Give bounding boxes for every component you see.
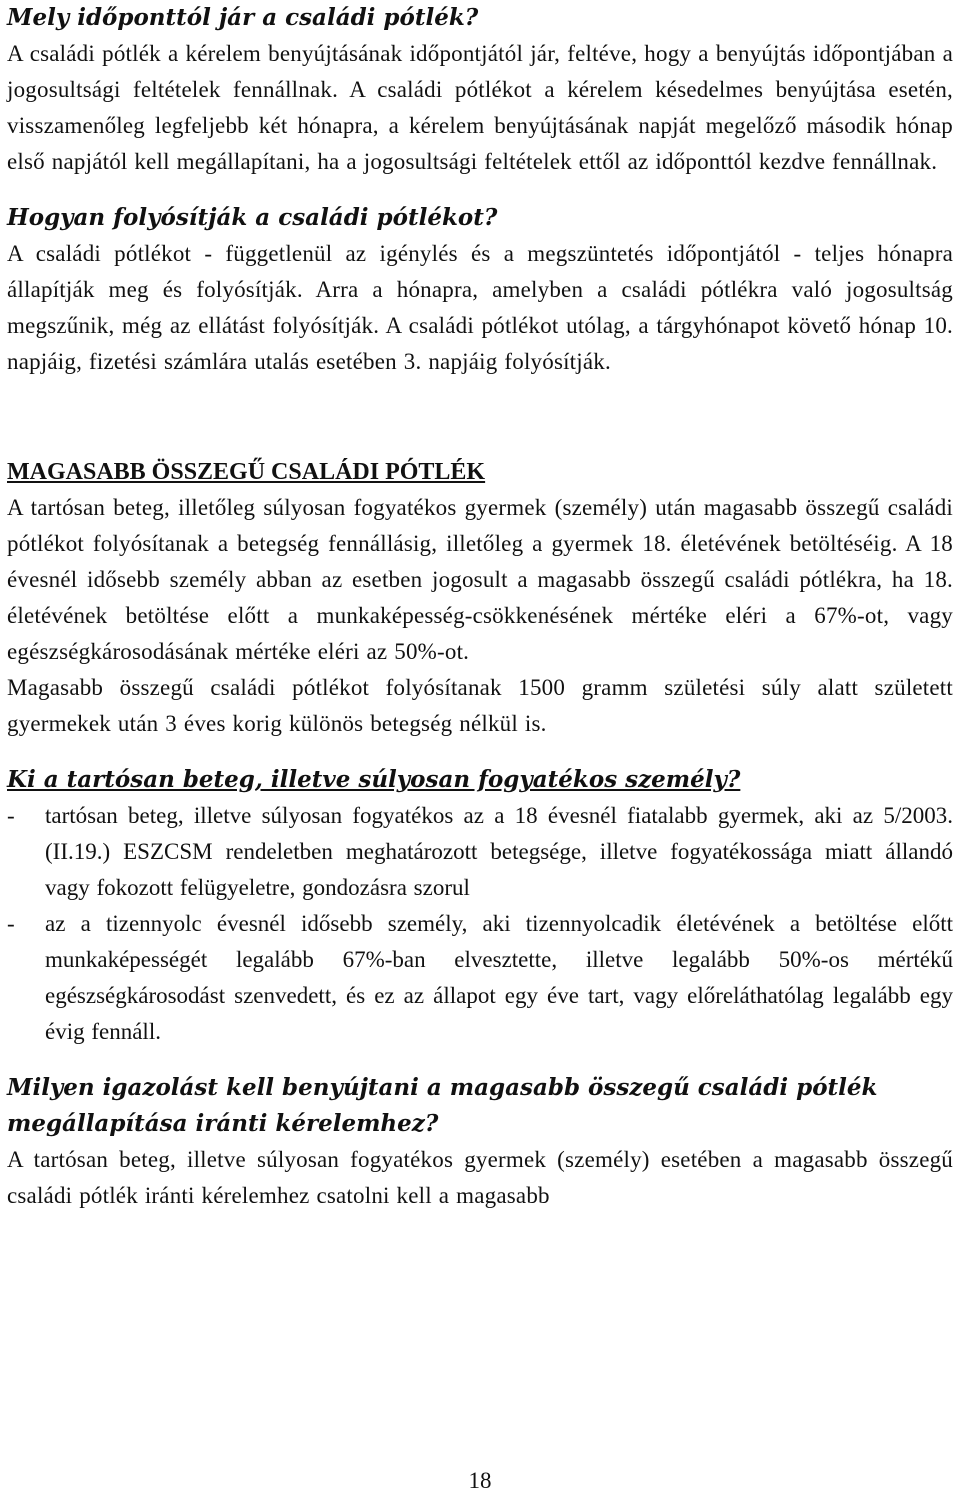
paragraph-higher-body-2: Magasabb összegű családi pótlékot folyósítanak 1500 gramm születési súly alatt született gyermekek után 3 éves korig különös betegség nélkül is. [7,675,953,736]
spacer [7,180,953,200]
question-heading-certificate: Milyen igazolást kell benyújtani a magasabb összegű családi pótlék megállapítása iránti kérelemhez? [7,1074,878,1137]
spacer [7,380,953,454]
list-item [7,798,953,906]
page-number: 18 [468,1468,492,1493]
paragraph-when-body: A családi pótlék a kérelem benyújtásának időpontjától jár, feltéve, hogy a benyújtás időpontjában a jogosultsági feltételek fennállnak. A családi pótlékot a kérelem késedelmes benyújtása esetén, visszamenőleg legfeljebb két hónapra, a kérelem benyújtásának napját megelőző második hónap első napjától kell megállapítani, ha a jogosultsági feltételek ettől az időponttól kezdve fennállnak. [7,41,953,174]
document-page [7,0,953,1214]
criteria-list [7,798,953,1050]
question-heading-how: Hogyan folyósítják a családi pótlékot? [7,204,498,231]
spacer [7,1050,953,1070]
list-item-text: tartósan beteg, illetve súlyosan fogyatékos az a 18 évesnél fiatalabb gyermek, aki az 5/2003. (II.19.) ESZCSM rendeletben meghatározott betegsége, illetve fogyatékossága miatt állandó vagy fokozott felügyeletre, gondozásra szorul [45,803,953,900]
list-item-text: az a tizennyolc évesnél idősebb személy, aki tizennyolcadik életévének a betöltése előtt munkaképességét legalább 67%-ban elvesztette, illetve legalább 50%-os mértékű egészségkárosodást szenvedett, és ez az állapot egy éve tart, vagy előreláthatólag legalább egy évig fennáll. [45,911,953,1044]
section-title-higher-allowance: MAGASABB ÖSSZEGŰ CSALÁDI PÓTLÉK [7,459,486,485]
list-dash: - [7,803,15,828]
question-heading-when: Mely időponttól jár a családi pótlék? [7,4,479,31]
question-heading-who: Ki a tartósan beteg, illetve súlyosan fogyatékos személy? [7,766,741,793]
list-dash: - [7,911,15,936]
spacer [7,742,953,762]
paragraph-certificate-body: A tartósan beteg, illetve súlyosan fogyatékos gyermek (személy) esetében a magasabb összegű családi pótlék iránti kérelemhez csatolni kell a magasabb [7,1147,953,1208]
paragraph-higher-body-1: A tartósan beteg, illetőleg súlyosan fogyatékos gyermek (személy) után magasabb összegű családi pótlékot folyósítanak a betegség fennállásig, illetőleg a gyermek 18. életévének betöltéséig. A 18 évesnél idősebb személy abban az esetben jogosult a magasabb összegű családi pótlékra, ha 18. életévének betöltése előtt a munkaképesség-csökkenésének mértéke eléri a 67%-ot, vagy egészségkárosodásának mértéke eléri az 50%-ot. [7,495,953,664]
list-item [7,906,953,1050]
paragraph-how-body: A családi pótlékot - függetlenül az igénylés és a megszüntetés időpontjától - teljes hónapra állapítják meg és folyósítják. Arra a hónapra, amelyben a családi pótlékra való jogosultság megszűnik, még az ellátást folyósítják. A családi pótlékot utólag, a tárgyhónapot követő hónap 10. napjáig, fizetési számlára utalás esetében 3. napjáig folyósítják. [7,241,953,374]
